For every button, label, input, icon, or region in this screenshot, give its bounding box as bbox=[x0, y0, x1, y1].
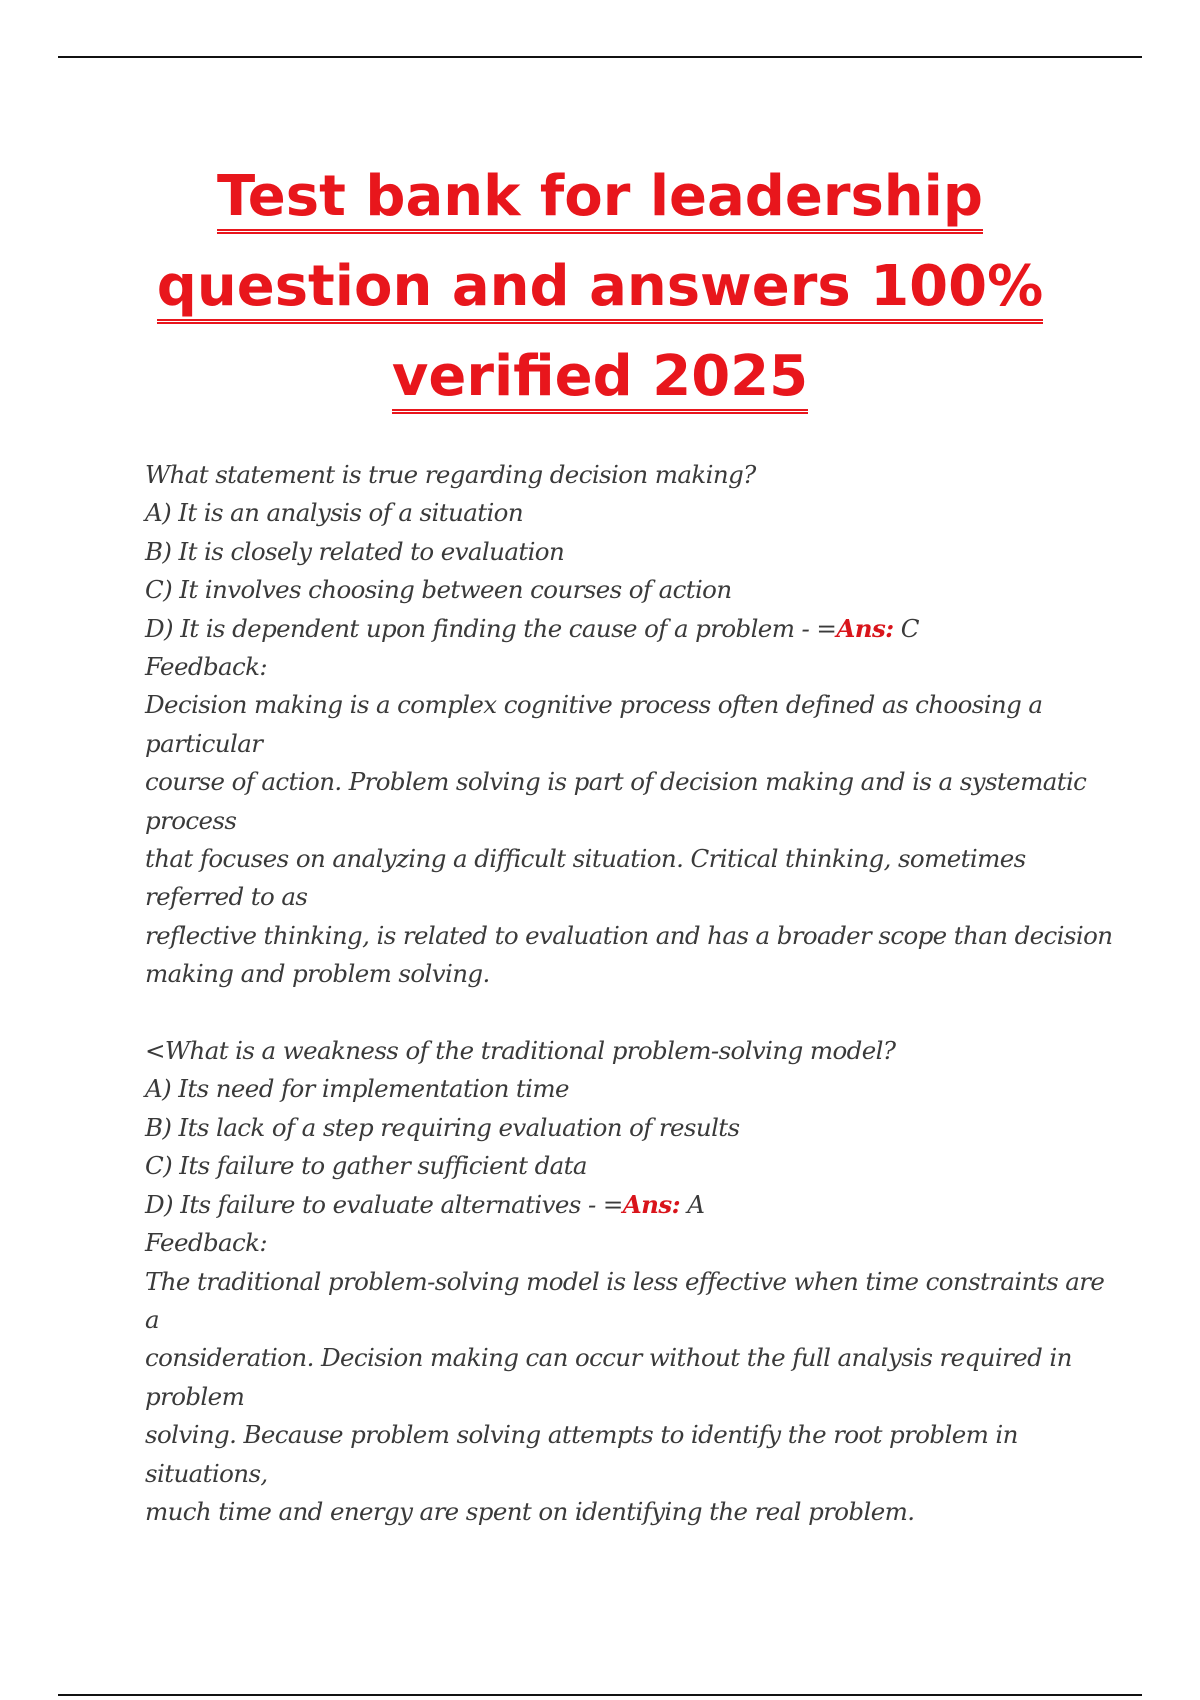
option-a: A) Its need for implementation time bbox=[145, 1074, 569, 1104]
feedback-line: The traditional problem-solving model is less effective when time constraints are bbox=[145, 1266, 1105, 1296]
feedback-label: Feedback: bbox=[145, 652, 268, 682]
feedback-line: particular bbox=[145, 728, 263, 758]
feedback-line: a bbox=[145, 1304, 160, 1334]
feedback-line: that focuses on analyzing a difficult situation. Critical thinking, sometimes bbox=[145, 844, 1026, 874]
title-line: verified 2025 bbox=[0, 332, 1200, 422]
answer-value: C bbox=[893, 613, 919, 643]
footer-rule bbox=[58, 1694, 1142, 1696]
option-d-with-answer bbox=[145, 1186, 1075, 1224]
feedback-line: situations, bbox=[145, 1458, 268, 1488]
answer-value: A bbox=[680, 1189, 705, 1219]
feedback-line: consideration. Decision making can occur without the full analysis required in bbox=[145, 1343, 1072, 1373]
feedback-line: much time and energy are spent on identifying the real problem. bbox=[145, 1496, 915, 1526]
answer-label: Ans: bbox=[836, 613, 894, 643]
option-b: B) Its lack of a step requiring evaluation of results bbox=[145, 1112, 740, 1142]
feedback-line: reflective thinking, is related to evaluation and has a broader scope than decision bbox=[145, 920, 1113, 950]
feedback-line: making and problem solving. bbox=[145, 959, 490, 989]
title-line: Test bank for leadership bbox=[0, 152, 1200, 242]
answer-label: Ans: bbox=[622, 1189, 681, 1219]
option-d: D) Its failure to evaluate alternatives - = bbox=[145, 1189, 623, 1219]
option-d-with-answer bbox=[145, 610, 1075, 648]
feedback-line: referred to as bbox=[145, 882, 308, 912]
option-a: A) It is an analysis of a situation bbox=[145, 498, 524, 528]
spacer bbox=[145, 994, 1075, 1032]
feedback-line: problem bbox=[145, 1381, 245, 1411]
feedback-line: course of action. Problem solving is part of decision making and is a systematic bbox=[145, 767, 1087, 797]
option-c: C) Its failure to gather sufficient data bbox=[145, 1151, 587, 1181]
title-line: question and answers 100% bbox=[0, 242, 1200, 332]
option-d: D) It is dependent upon finding the cause of a problem - = bbox=[145, 613, 837, 643]
feedback-line: Decision making is a complex cognitive process often defined as choosing a bbox=[145, 690, 1043, 720]
feedback-label: Feedback: bbox=[145, 1228, 268, 1258]
document-body bbox=[145, 456, 1113, 1531]
feedback-line: solving. Because problem solving attempts to identify the root problem in bbox=[145, 1420, 1018, 1450]
option-c: C) It involves choosing between courses of action bbox=[145, 575, 732, 605]
option-b: B) It is closely related to evaluation bbox=[145, 536, 565, 566]
header-rule bbox=[58, 56, 1142, 58]
feedback-line: process bbox=[145, 805, 237, 835]
question-text: What statement is true regarding decision making? bbox=[145, 460, 756, 489]
question-text: <What is a weakness of the traditional problem-solving model? bbox=[145, 1036, 896, 1066]
page-title bbox=[0, 152, 1200, 422]
